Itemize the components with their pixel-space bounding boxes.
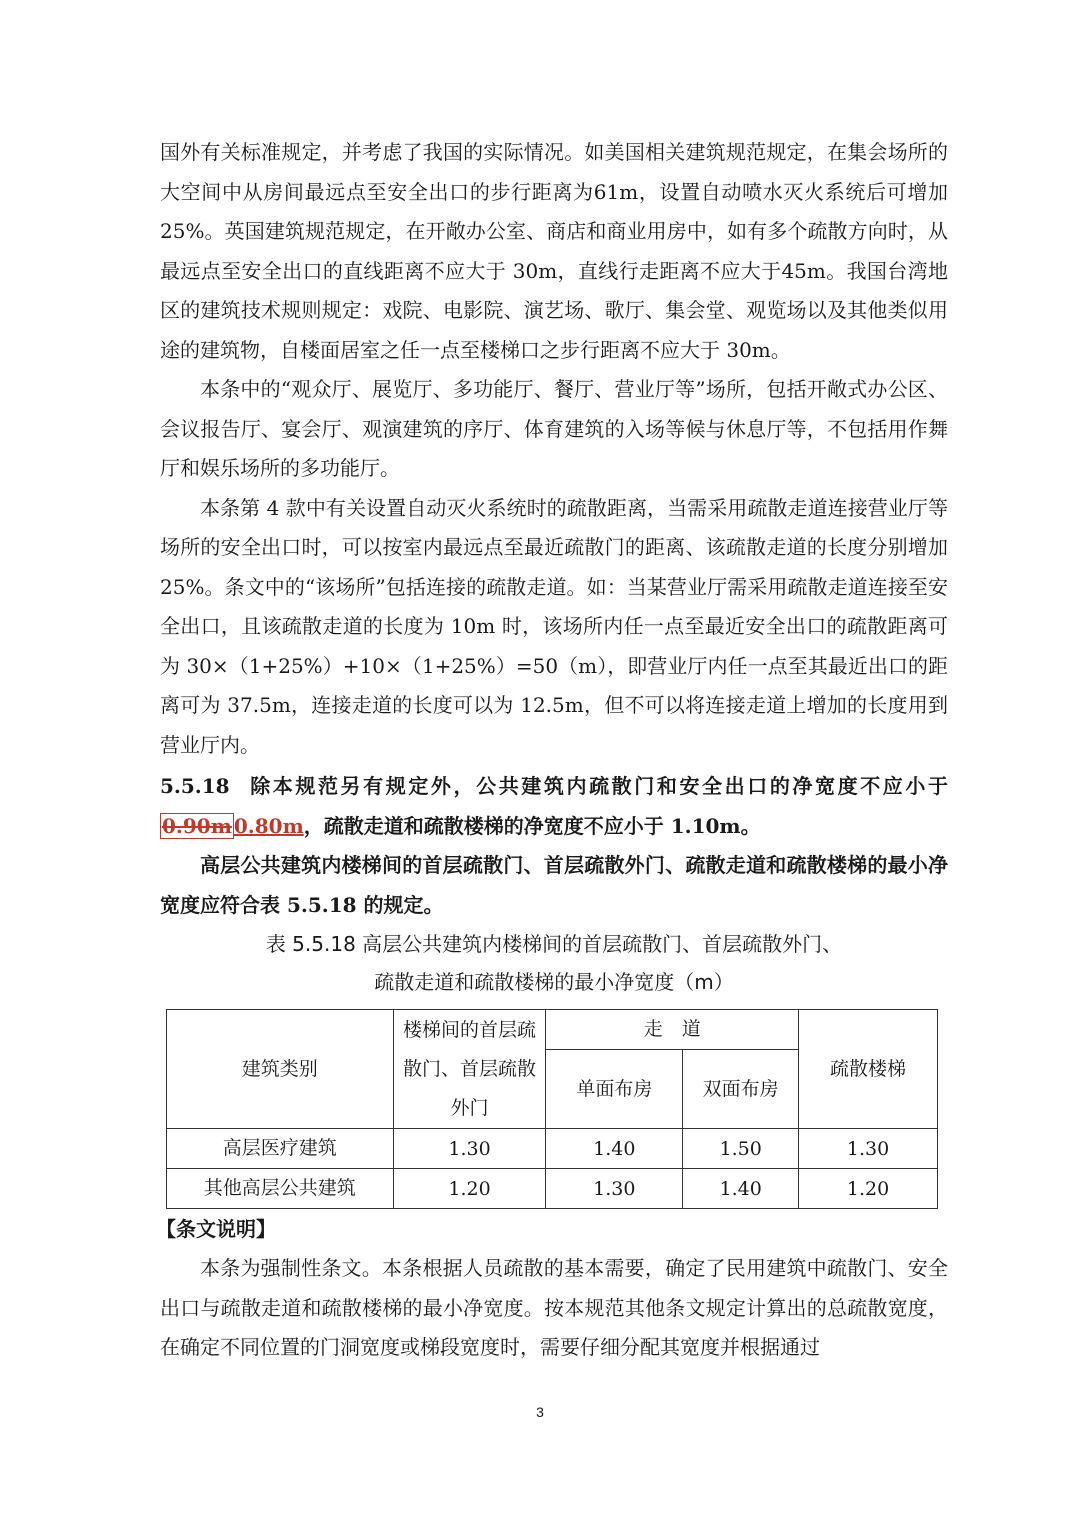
table-row [167, 1129, 938, 1169]
clause-text-after: ，疏散走道和疏散楼梯的净宽度不应小于 1.10m。 [303, 813, 761, 838]
explanation-heading: 【条文说明】 [156, 1217, 276, 1241]
inserted-value: 0.80m [233, 813, 304, 838]
table-title-line-2: 疏散走道和疏散楼梯的最小净宽度（m） [374, 970, 734, 994]
header-corridor: 走 道 [546, 1010, 799, 1050]
cell-door: 1.20 [393, 1169, 546, 1209]
cell-stair: 1.30 [799, 1129, 938, 1169]
cell-door: 1.30 [393, 1129, 546, 1169]
clause-paragraph-2: 高层公共建筑内楼梯间的首层疏散门、首层疏散外门、疏散走道和疏散楼梯的最小净宽度应符合表 5.5.18 的规定。 [160, 853, 948, 917]
header-single: 单面布房 [546, 1050, 683, 1129]
header-category: 建筑类别 [167, 1010, 394, 1129]
table-row [167, 1169, 938, 1209]
clause-5-5-18 [160, 767, 948, 846]
page-number: 3 [536, 1404, 544, 1420]
cell-double: 1.50 [683, 1129, 799, 1169]
cell-double: 1.40 [683, 1169, 799, 1209]
table-title-line-1: 表 5.5.18 高层公共建筑内楼梯间的首层疏散门、首层疏散外门、 [265, 932, 843, 956]
paragraph-evacuation-example: 本条第 4 款中有关设置自动灭火系统时的疏散距离，当需采用疏散走道连接营业厅等场所的安全出口时，可以按室内最远点至最近疏散门的距离、该疏散走道的长度分别增加 25%。条文中的“该场所”包括连接的疏散走道。如：当某营业厅需采用疏散走道连接至安全出口，且该疏散走道的长度为 10m 时，该场所内任一点至最近安全出口的疏散距离可为 30×（1+25%）+10×（1+25%）=50（m），即营业厅内任一点至其最近出口的距离可为 37.5m，连接走道的长度可以为 12.5m，但不可以将连接走道上增加的长度用到营业厅内。 [160, 495, 948, 757]
paragraph-foreign-standards: 国外有关标准规定，并考虑了我国的实际情况。如美国相关建筑规范规定，在集会场所的大空间中从房间最远点至安全出口的步行距离为61m，设置自动喷水灭火系统后可增加 25%。英国建筑规范规定，在开敞办公室、商店和商业用房中，如有多个疏散方向时，从最远点至安全出口的直线距离不应大于 30m，直线行走距离不应大于45m。我国台湾地区的建筑技术规则规定：戏院、电影院、演艺场、歌厅、集会堂、观览场以及其他类似用途的建筑物，自楼面居室之任一点至楼梯口之步行距离不应大于 30m。 [160, 140, 948, 362]
paragraph-venue-scope: 本条中的“观众厅、展览厅、多功能厅、餐厅、营业厅等”场所，包括开敞式办公区、会议报告厅、宴会厅、观演建筑的序厅、体育建筑的入场等候与休息厅等，不包括用作舞厅和娱乐场所的多功能厅。 [160, 377, 948, 480]
page-content [156, 133, 948, 1368]
clause-text-before: 除本规范另有规定外，公共建筑内疏散门和安全出口的净宽度不应小于 [247, 774, 948, 798]
min-width-table [166, 1009, 938, 1209]
header-door: 楼梯间的首层疏散门、首层疏散外门 [393, 1010, 546, 1129]
width-table-wrapper [166, 1009, 938, 1209]
header-stair: 疏散楼梯 [799, 1010, 938, 1129]
deleted-value: 0.90m [162, 813, 232, 838]
header-double: 双面布房 [683, 1050, 799, 1129]
explanation-paragraph: 本条为强制性条文。本条根据人员疏散的基本需要，确定了民用建筑中疏散门、安全出口与疏散走道和疏散楼梯的最小净宽度。按本规范其他条文规定计算出的总疏散宽度，在确定不同位置的门洞宽度或梯段宽度时，需要仔细分配其宽度并根据通过 [160, 1256, 948, 1359]
table-header-row-1 [167, 1010, 938, 1050]
clause-number: 5.5.18 [160, 774, 230, 798]
cell-category: 高层医疗建筑 [167, 1129, 394, 1169]
cell-single: 1.40 [546, 1129, 683, 1169]
cell-stair: 1.20 [799, 1169, 938, 1209]
cell-category: 其他高层公共建筑 [167, 1169, 394, 1209]
cell-single: 1.30 [546, 1169, 683, 1209]
